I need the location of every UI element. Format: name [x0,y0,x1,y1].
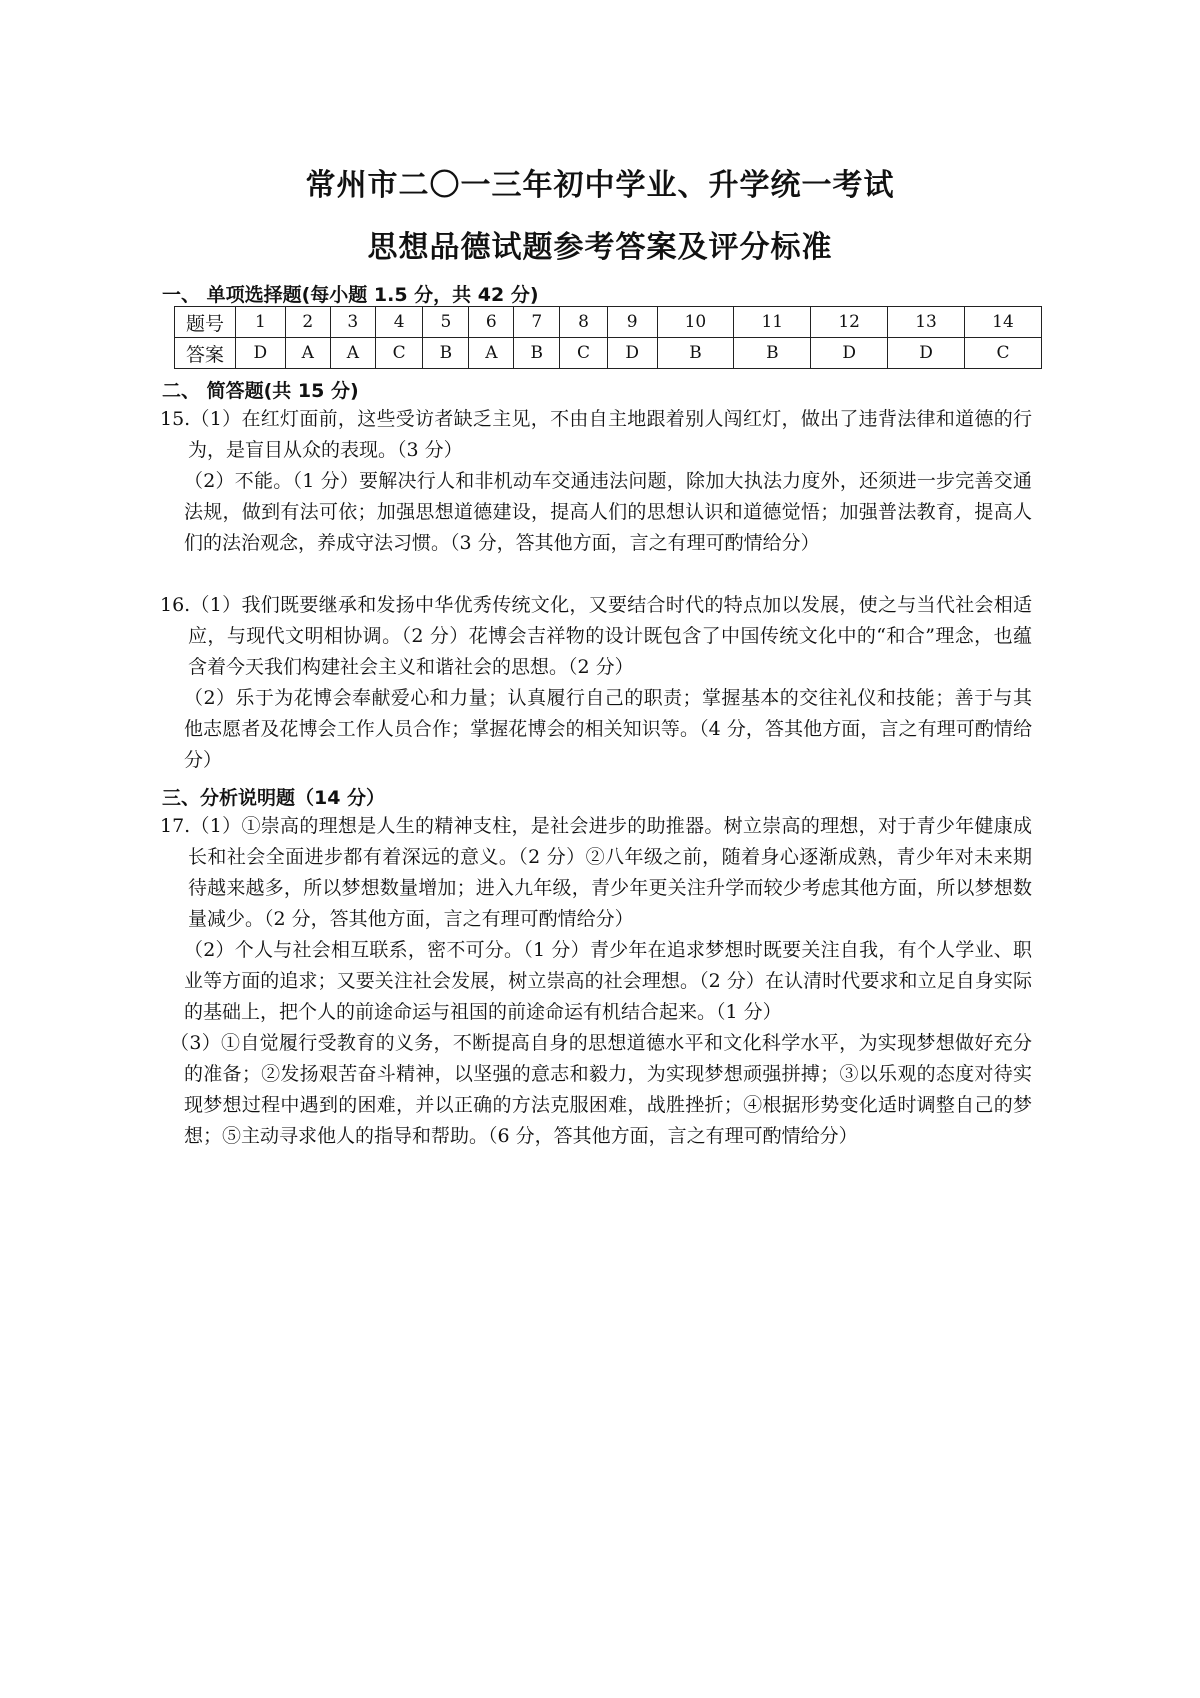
table-cell: B [514,338,560,369]
section-heading-analysis: 三、分析说明题（14 分） [162,787,386,809]
table-cell: 8 [560,307,608,338]
question-15-answer [160,404,1032,559]
table-cell: 12 [811,307,888,338]
answer-paragraph: 17.（1）①崇高的理想是人生的精神支柱，是社会进步的助推器。树立崇高的理想，对于青少年健康成长和社会全面进步都有着深远的意义。（2 分）②八年级之前，随着身心逐渐成熟，青少年对未来期待越来越多，所以梦想数量增加；进入九年级，青少年更关注升学而较少考虑其他方面，所以梦想数量减少。（2 分，答其他方面，言之有理可酌情给分） [160,815,1032,930]
answer-paragraph: （2）不能。（1 分）要解决行人和非机动车交通违法问题，除加大执法力度外，还须进一步完善交通法规，做到有法可依；加强思想道德建设，提高人们的思想认识和道德觉悟；加强普法教育，提高人们的法治观念，养成守法习惯。（3 分，答其他方面，言之有理可酌情给分） [184,470,1032,554]
table-cell: 13 [888,307,965,338]
table-cell: 3 [330,307,375,338]
table-cell: A [285,338,330,369]
table-cell: 9 [607,307,657,338]
question-17-answer [160,811,1032,1152]
table-cell: C [560,338,608,369]
answer-table [174,306,1042,369]
table-cell: 5 [423,307,469,338]
answer-paragraph: 16.（1）我们既要继承和发扬中华优秀传统文化，又要结合时代的特点加以发展，使之与当代社会相适应，与现代文明相协调。（2 分）花博会吉祥物的设计既包含了中国传统文化中的“和合”理念，也蕴含着今天我们构建社会主义和谐社会的思想。（2 分） [160,594,1032,678]
answer-paragraph: 15.（1）在红灯面前，这些受访者缺乏主见，不由自主地跟着别人闯红灯，做出了违背法律和道德的行为，是盲目从众的表现。（3 分） [160,408,1032,461]
table-cell: 11 [734,307,811,338]
section-heading-choice: 一、 单项选择题(每小题 1.5 分，共 42 分) [162,284,539,306]
table-cell: 2 [285,307,330,338]
page-subtitle: 思想品德试题参考答案及评分标准 [367,230,833,265]
table-cell: A [469,338,514,369]
table-cell: B [734,338,811,369]
page-title: 常州市二〇一三年初中学业、升学统一考试 [305,168,895,203]
answer-paragraph: （2）个人与社会相互联系，密不可分。（1 分）青少年在追求梦想时既要关注自我，有个人学业、职业等方面的追求；又要关注社会发展，树立崇高的社会理想。（2 分）在认清时代要求和立足自身实际的基础上，把个人的前途命运与祖国的前途命运有机结合起来。（1 分） [184,939,1032,1023]
table-cell: D [811,338,888,369]
question-16-answer [160,590,1032,776]
table-cell: 1 [236,307,286,338]
table-cell: C [965,338,1042,369]
table-cell: D [888,338,965,369]
table-cell: B [657,338,734,369]
table-cell: 7 [514,307,560,338]
table-row-numbers [175,307,1042,338]
table-cell: 4 [375,307,423,338]
table-cell: A [330,338,375,369]
table-row-answers [175,338,1042,369]
answer-paragraph: （3）①自觉履行受教育的义务，不断提高自身的思想道德水平和文化科学水平，为实现梦想做好充分的准备；②发扬艰苦奋斗精神，以坚强的意志和毅力，为实现梦想顽强拼搏；③以乐观的态度对待实现梦想过程中遇到的困难，并以正确的方法克服困难，战胜挫折；④根据形势变化适时调整自己的梦想；⑤主动寻求他人的指导和帮助。（6 分，答其他方面，言之有理可酌情给分） [170,1032,1032,1147]
table-cell: 6 [469,307,514,338]
section-heading-short-answer: 二、 简答题(共 15 分) [162,380,359,402]
table-cell: D [236,338,286,369]
table-cell: C [375,338,423,369]
table-cell: 14 [965,307,1042,338]
table-row-label: 答案 [175,338,236,369]
table-cell: 10 [657,307,734,338]
table-row-label: 题号 [175,307,236,338]
answer-paragraph: （2）乐于为花博会奉献爱心和力量；认真履行自己的职责；掌握基本的交往礼仪和技能；善于与其他志愿者及花博会工作人员合作；掌握花博会的相关知识等。（4 分，答其他方面，言之有理可酌情给分） [184,687,1032,771]
table-cell: D [607,338,657,369]
table-cell: B [423,338,469,369]
